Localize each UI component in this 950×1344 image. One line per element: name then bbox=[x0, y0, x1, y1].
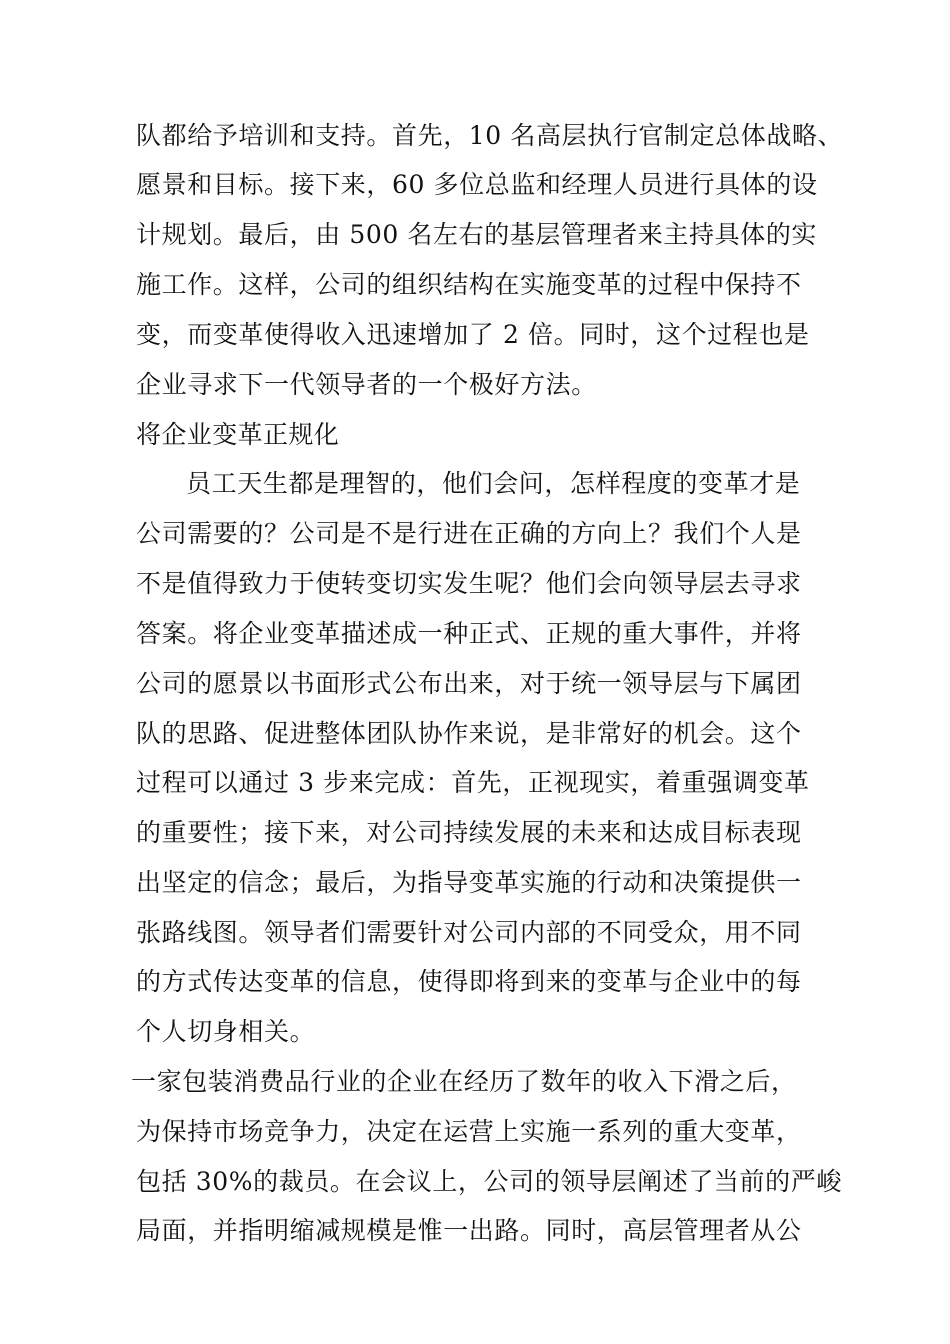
text-line: 过程可以通过 3 步来完成：首先，正视现实，着重强调变革 bbox=[136, 768, 810, 797]
text-line: 员工天生都是理智的，他们会问，怎样程度的变革才是 bbox=[186, 469, 801, 498]
text-line: 施工作。这样，公司的组织结构在实施变革的过程中保持不 bbox=[136, 270, 802, 299]
text-line: 变，而变革使得收入迅速增加了 2 倍。同时，这个过程也是 bbox=[136, 320, 810, 349]
text-line: 局面，并指明缩减规模是惟一出路。同时，高层管理者从公 bbox=[136, 1216, 802, 1245]
text-line: 公司需要的？公司是不是行进在正确的方向上？我们个人是 bbox=[136, 519, 802, 548]
text-line: 企业寻求下一代领导者的一个极好方法。 bbox=[136, 370, 597, 399]
text-line: 个人切身相关。 bbox=[136, 1017, 316, 1046]
text-line: 张路线图。领导者们需要针对公司内部的不同受众，用不同 bbox=[136, 918, 802, 947]
text-line: 愿景和目标。接下来，60 多位总监和经理人员进行具体的设 bbox=[136, 170, 818, 199]
text-line: 公司的愿景以书面形式公布出来，对于统一领导层与下属团 bbox=[136, 669, 802, 698]
text-line: 为保持市场竞争力，决定在运营上实施一系列的重大变革， bbox=[136, 1117, 802, 1146]
text-line: 包括 30%的裁员。在会议上，公司的领导层阐述了当前的严峻 bbox=[136, 1167, 842, 1196]
text-line: 一家包装消费品行业的企业在经历了数年的收入下滑之后， bbox=[131, 1067, 797, 1096]
text-line: 的方式传达变革的信息，使得即将到来的变革与企业中的每 bbox=[136, 967, 802, 996]
text-line: 出坚定的信念；最后，为指导变革实施的行动和决策提供一 bbox=[136, 868, 802, 897]
text-line: 队都给予培训和支持。首先，10 名高层执行官制定总体战略、 bbox=[136, 121, 844, 150]
text-line: 队的思路、促进整体团队协作来说，是非常好的机会。这个 bbox=[136, 719, 802, 748]
text-line: 的重要性；接下来，对公司持续发展的未来和达成目标表现 bbox=[136, 818, 802, 847]
section-heading: 将企业变革正规化 bbox=[136, 420, 340, 449]
text-line: 不是值得致力于使转变切实发生呢？他们会向领导层去寻求 bbox=[136, 569, 802, 598]
text-line: 答案。将企业变革描述成一种正式、正规的重大事件，并将 bbox=[136, 619, 802, 648]
text-line: 计规划。最后，由 500 名左右的基层管理者来主持具体的实 bbox=[136, 220, 818, 249]
